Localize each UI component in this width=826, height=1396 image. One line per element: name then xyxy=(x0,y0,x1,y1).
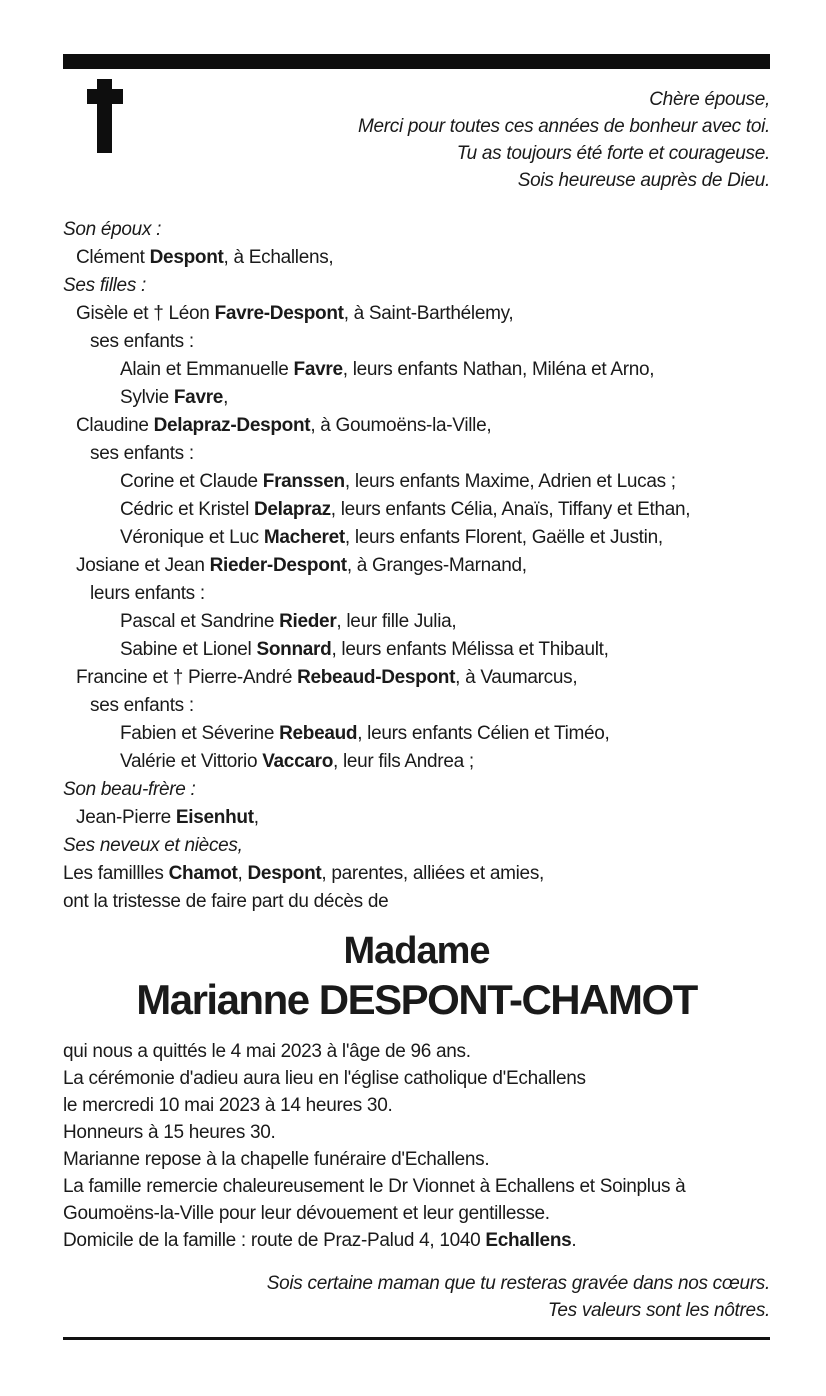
name-emphasis: Rebeaud xyxy=(279,723,358,744)
text-segment: Corine et Claude xyxy=(120,471,263,492)
text-segment: , à Vaumarcus, xyxy=(455,667,578,688)
detail-line xyxy=(63,1119,770,1146)
text-segment: , leurs enfants Florent, Gaëlle et Justin, xyxy=(344,527,663,548)
family-line xyxy=(63,244,770,272)
text-segment: Francine et † Pierre-André xyxy=(76,667,298,688)
text-segment: Gisèle et † Léon xyxy=(76,303,215,324)
name-emphasis: Eisenhut xyxy=(175,807,254,828)
cross-icon xyxy=(87,79,123,153)
family-line xyxy=(63,384,770,412)
family-line xyxy=(63,692,770,720)
name-emphasis: Favre xyxy=(173,387,224,408)
family-line xyxy=(63,804,770,832)
ceremony-details xyxy=(63,1038,770,1254)
detail-line xyxy=(63,1065,770,1092)
name-emphasis: Rieder-Despont xyxy=(209,555,347,576)
text-segment: Son époux : xyxy=(63,219,162,240)
epigraph-line: Sois heureuse auprès de Dieu. xyxy=(517,170,770,191)
name-emphasis: Despont xyxy=(247,863,322,884)
name-emphasis: Sonnard xyxy=(256,639,332,660)
text-segment: . xyxy=(571,1230,577,1251)
detail-line xyxy=(63,1146,770,1173)
family-line xyxy=(63,216,770,244)
text-segment: , à Echallens, xyxy=(223,247,334,268)
text-segment: le mercredi 10 mai 2023 à 14 heures 30. xyxy=(63,1095,393,1116)
closing-line: Tes valeurs sont les nôtres. xyxy=(547,1300,770,1321)
family-line xyxy=(63,300,770,328)
header xyxy=(63,86,770,198)
text-segment: , parentes, alliées et amies, xyxy=(321,863,545,884)
detail-line xyxy=(63,1038,770,1065)
text-segment: Marianne repose à la chapelle funéraire d'Echallens. xyxy=(63,1149,490,1170)
text-segment: ont la tristesse de faire part du décès de xyxy=(63,891,389,912)
family-line xyxy=(63,832,770,860)
family-line xyxy=(63,328,770,356)
detail-line xyxy=(63,1200,770,1227)
family-line xyxy=(63,272,770,300)
name-emphasis: Favre xyxy=(293,359,343,380)
text-segment: Sabine et Lionel xyxy=(120,639,257,660)
name-emphasis: Chamot xyxy=(168,863,238,884)
family-line xyxy=(63,664,770,692)
family-list xyxy=(63,216,770,916)
text-segment: , leurs enfants Nathan, Miléna et Arno, xyxy=(342,359,655,380)
text-segment: , à Goumoëns-la-Ville, xyxy=(310,415,492,436)
text-segment: La famille remercie chaleureusement le Dr Vionnet à Echallens et Soinplus à xyxy=(63,1176,686,1197)
name-emphasis: Rieder xyxy=(279,611,337,632)
title-block xyxy=(63,928,770,1026)
family-line xyxy=(63,636,770,664)
family-line xyxy=(63,356,770,384)
text-segment: Jean-Pierre xyxy=(76,807,176,828)
text-segment: Goumoëns-la-Ville pour leur dévouement et leur gentillesse. xyxy=(63,1203,550,1224)
text-segment: , xyxy=(223,387,229,408)
text-segment: Valérie et Vittorio xyxy=(120,751,263,772)
text-segment: ses enfants : xyxy=(90,695,194,716)
text-segment: Pascal et Sandrine xyxy=(120,611,280,632)
text-segment: Alain et Emmanuelle xyxy=(120,359,294,380)
text-segment: La cérémonie d'adieu aura lieu en l'église catholique d'Echallens xyxy=(63,1068,586,1089)
family-line xyxy=(63,468,770,496)
family-line xyxy=(63,412,770,440)
detail-line xyxy=(63,1173,770,1200)
text-segment: , xyxy=(253,807,259,828)
text-segment: , xyxy=(237,863,248,884)
bottom-divider-rule xyxy=(63,1337,770,1340)
detail-line xyxy=(63,1092,770,1119)
text-segment: Sylvie xyxy=(120,387,174,408)
name-emphasis: Rebeaud-Despont xyxy=(297,667,456,688)
text-segment: ses enfants : xyxy=(90,331,194,352)
text-segment: leurs enfants : xyxy=(90,583,205,604)
text-segment: , leurs enfants Mélissa et Thibault, xyxy=(331,639,609,660)
family-line xyxy=(63,524,770,552)
family-line xyxy=(63,776,770,804)
closing-message xyxy=(63,1270,770,1324)
deceased-name: Marianne DESPONT-CHAMOT xyxy=(136,976,697,1023)
family-line xyxy=(63,496,770,524)
text-segment: Ses filles : xyxy=(63,275,146,296)
text-segment: Cédric et Kristel xyxy=(120,499,254,520)
text-segment: , leurs enfants Maxime, Adrien et Lucas ; xyxy=(344,471,676,492)
text-segment: , leurs enfants Célien et Timéo, xyxy=(357,723,610,744)
name-emphasis: Vaccaro xyxy=(262,751,334,772)
text-segment: Son beau-frère : xyxy=(63,779,196,800)
text-segment: Fabien et Séverine xyxy=(120,723,280,744)
text-segment: Les famillles xyxy=(63,863,169,884)
top-divider-bar xyxy=(63,54,770,69)
epigraph-line: Merci pour toutes ces années de bonheur avec toi. xyxy=(357,116,770,137)
text-segment: , leur fils Andrea ; xyxy=(333,751,474,772)
text-segment: Véronique et Luc xyxy=(120,527,264,548)
family-line xyxy=(63,440,770,468)
text-segment: Josiane et Jean xyxy=(76,555,210,576)
epigraph-line: Chère épouse, xyxy=(649,89,770,110)
text-segment: qui nous a quittés le 4 mai 2023 à l'âge de 96 ans. xyxy=(63,1041,471,1062)
epigraph-line: Tu as toujours été forte et courageuse. xyxy=(456,143,770,164)
text-segment: ses enfants : xyxy=(90,443,194,464)
epigraph xyxy=(63,86,770,194)
text-segment: Ses neveux et nièces, xyxy=(63,835,243,856)
name-emphasis: Despont xyxy=(149,247,224,268)
family-line xyxy=(63,720,770,748)
text-segment: , à Granges-Marnand, xyxy=(346,555,527,576)
family-line xyxy=(63,608,770,636)
family-line xyxy=(63,860,770,888)
family-line xyxy=(63,552,770,580)
title-honorific: Madame xyxy=(343,930,490,972)
text-segment: , leurs enfants Célia, Anaïs, Tiffany et Ethan, xyxy=(330,499,691,520)
text-segment: Honneurs à 15 heures 30. xyxy=(63,1122,276,1143)
text-segment: Claudine xyxy=(76,415,154,436)
name-emphasis: Echallens xyxy=(485,1230,572,1251)
text-segment: , à Saint-Barthélemy, xyxy=(343,303,514,324)
family-line xyxy=(63,580,770,608)
name-emphasis: Delapraz-Despont xyxy=(153,415,311,436)
name-emphasis: Delapraz xyxy=(253,499,331,520)
name-emphasis: Macheret xyxy=(263,527,345,548)
text-segment: , leur fille Julia, xyxy=(336,611,457,632)
text-segment: Clément xyxy=(76,247,150,268)
name-emphasis: Franssen xyxy=(262,471,345,492)
detail-line xyxy=(63,1227,770,1254)
name-emphasis: Favre-Despont xyxy=(214,303,344,324)
family-line xyxy=(63,748,770,776)
closing-line: Sois certaine maman que tu resteras gravée dans nos cœurs. xyxy=(266,1273,770,1294)
family-line xyxy=(63,888,770,916)
text-segment: Domicile de la famille : route de Praz-Palud 4, 1040 xyxy=(63,1230,486,1251)
